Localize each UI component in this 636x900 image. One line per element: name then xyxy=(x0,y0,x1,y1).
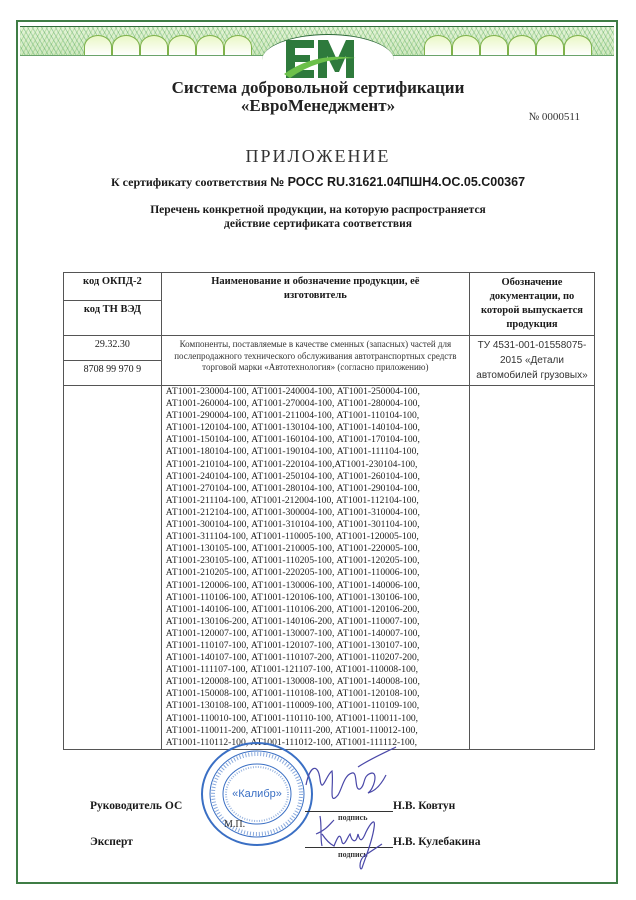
part-code-line: АТ1001-110112-100, АТ1001-111012-100, АТ1001-111112-100, xyxy=(165,736,418,748)
header-documentation-cell xyxy=(469,273,594,336)
part-code-line: АТ1001-300104-100, АТ1001-310104-100, АТ1001-301104-100, xyxy=(165,519,420,531)
codes-cell xyxy=(64,336,162,386)
head-signature-caption: подпись xyxy=(338,813,368,822)
table-row-codes xyxy=(64,386,595,750)
documentation-cell xyxy=(469,336,594,386)
tnved-value: 8708 99 970 9 xyxy=(64,360,161,385)
page-title: ПРИЛОЖЕНИЕ xyxy=(245,146,391,166)
part-code-line: АТ1001-110107-100, АТ1001-120107-100, АТ1001-130107-100, xyxy=(165,639,420,651)
org-title-line1: Система добровольной сертификации xyxy=(171,78,465,97)
part-code-line: АТ1001-240104-100, АТ1001-250104-100, АТ1001-260104-100, xyxy=(165,470,420,482)
header-okpd2: код ОКПД-2 xyxy=(83,276,142,287)
head-name: Н.В. Ковтун xyxy=(393,800,456,812)
head-signature-icon xyxy=(300,745,400,813)
part-code-line: АТ1001-140106-100, АТ1001-110106-200, АТ1001-120106-200, xyxy=(165,603,420,615)
table-header-row xyxy=(64,273,595,336)
part-code-line: АТ1001-211104-100, АТ1001-212004-100, АТ1001-112104-100, xyxy=(165,494,419,506)
guilloche-waves-left xyxy=(84,35,252,55)
part-code-line: АТ1001-111107-100, АТ1001-121107-100, АТ1001-110008-100, xyxy=(165,664,419,676)
part-code-line: АТ1001-290004-100, АТ1001-211004-100, АТ1001-110104-100, xyxy=(165,410,420,422)
document-number: № 0000511 xyxy=(528,111,580,123)
documentation-value: ТУ 4531-001-01558075-2015 «Детали автомобилей грузовых» xyxy=(476,340,588,381)
guilloche-waves-right xyxy=(424,35,592,55)
part-code-line: АТ1001-130106-200, АТ1001-140106-200, АТ1001-110007-100, xyxy=(165,615,420,627)
part-code-line: АТ1001-210104-100, АТ1001-220104-100,АТ1001-230104-100, xyxy=(165,458,418,470)
part-code-line: АТ1001-110010-100, АТ1001-110110-100, АТ1001-110011-100, xyxy=(165,712,419,724)
part-code-line: АТ1001-230004-100, АТ1001-240004-100, АТ1001-250004-100, xyxy=(165,386,420,397)
part-code-line: АТ1001-230105-100, АТ1001-110205-100, АТ1001-120205-100, xyxy=(165,555,420,567)
part-code-line: АТ1001-110106-100, АТ1001-120106-100, АТ1001-130106-100, xyxy=(165,591,420,603)
part-code-line: АТ1001-180104-100, АТ1001-190104-100, АТ1001-111104-100, xyxy=(165,446,419,458)
product-description-cell xyxy=(161,336,469,386)
product-description: Компоненты, поставляемые в качестве сменных (запасных) частей для послепродажного технического обслуживания автотранспортных средств торговой марки «Автотехнология» (согласно приложению) xyxy=(174,339,457,372)
part-code-line: АТ1001-311104-100, АТ1001-110005-100, АТ1001-120005-100, xyxy=(165,531,419,543)
part-code-line: АТ1001-110011-200, АТ1001-110111-200, АТ1001-110012-100, xyxy=(165,724,418,736)
part-code-line: АТ1001-120006-100, АТ1001-130006-100, АТ1001-140006-100, xyxy=(165,579,420,591)
part-code-line: АТ1001-140107-100, АТ1001-110107-200, АТ1001-110207-200, xyxy=(165,652,420,664)
part-code-line: АТ1001-120007-100, АТ1001-130007-100, АТ1001-140007-100, xyxy=(165,627,420,639)
part-code-line: АТ1001-130108-100, АТ1001-110009-100, АТ1001-110109-100, xyxy=(165,700,420,712)
part-code-line: АТ1001-130105-100, АТ1001-210005-100, АТ1001-220005-100, xyxy=(165,543,420,555)
part-code-line: АТ1001-120104-100, АТ1001-130104-100, АТ1001-140104-100, xyxy=(165,422,420,434)
empty-cell xyxy=(469,386,594,750)
expert-signature-icon xyxy=(312,812,392,874)
header-product-name: Наименование и обозначение продукции, её изготовитель xyxy=(161,273,469,336)
part-code-line: АТ1001-212104-100, АТ1001-300004-100, АТ1001-310004-100, xyxy=(165,506,420,518)
part-code-line: АТ1001-120008-100, АТ1001-130008-100, АТ1001-140008-100, xyxy=(165,676,420,688)
expert-signature-caption: подпись xyxy=(338,850,368,859)
seal-label: М.П. xyxy=(224,819,246,830)
list-subtitle xyxy=(0,203,636,231)
expert-role-label: Эксперт xyxy=(90,836,133,848)
certificate-reference xyxy=(0,175,636,190)
part-code-line: АТ1001-150008-100, АТ1001-110108-100, АТ1001-120108-100, xyxy=(165,688,420,700)
part-code-line: АТ1001-270104-100, АТ1001-280104-100, АТ1001-290104-100, xyxy=(165,482,420,494)
head-role-label: Руководитель ОС xyxy=(90,800,183,812)
table-row xyxy=(64,336,595,386)
okpd2-value: 29.32.30 xyxy=(94,339,130,350)
em-logo-icon xyxy=(284,38,356,80)
expert-name: Н.В. Кулебакина xyxy=(393,836,481,848)
stamp-text: «Калибр» xyxy=(232,788,282,800)
kalibr-stamp-icon xyxy=(200,741,314,847)
empty-cell xyxy=(64,386,162,750)
subtitle-line1: Перечень конкретной продукции, на которую распространяется xyxy=(150,204,486,216)
subtitle-line2: действие сертификата соответствия xyxy=(224,218,412,230)
part-codes-list xyxy=(162,386,469,749)
certificate-prefix: К сертификату соответствия xyxy=(110,175,271,189)
org-title-line2: «ЕвроМенеджмент» xyxy=(240,96,396,115)
part-code-line: АТ1001-150104-100, АТ1001-160104-100, АТ1001-170104-100, xyxy=(165,434,420,446)
part-code-line: АТ1001-260004-100, АТ1001-270004-100, АТ1001-280004-100, xyxy=(165,398,420,410)
header-documentation: Обозначение документации, по которой выпускается продукция xyxy=(480,277,583,330)
part-code-line: АТ1001-210205-100, АТ1001-220205-100, АТ1001-110006-100, xyxy=(165,567,420,579)
product-table xyxy=(63,272,595,750)
header-tnved: код ТН ВЭД xyxy=(64,300,161,327)
certificate-number: № РОСС RU.31621.04ПШН4.ОС.05.С00367 xyxy=(270,175,526,189)
header-codes-cell xyxy=(64,273,162,336)
part-codes-cell xyxy=(161,386,469,750)
